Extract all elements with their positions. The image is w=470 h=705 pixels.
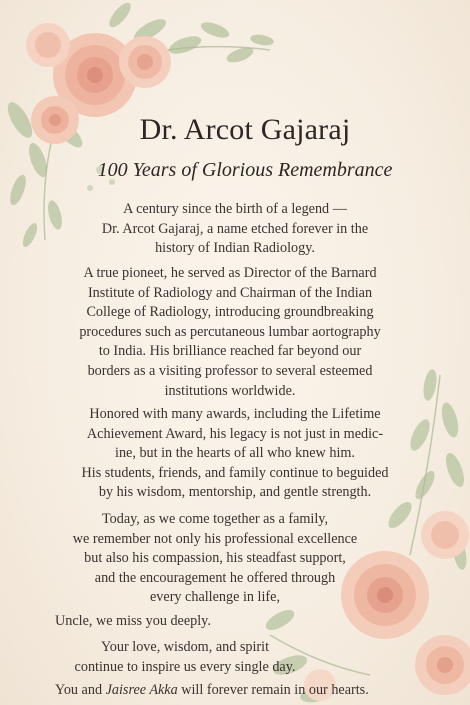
paragraph-family: [45, 510, 385, 608]
text-line: Today, as we come together as a family,: [101, 511, 329, 527]
text-line: Your love, wisdom, and spirit: [100, 639, 270, 655]
closing-name: Jaisree Akka: [105, 682, 178, 698]
text-line: every challenge in life,: [150, 589, 280, 606]
text-line: A true pioneet, he served as Director of the Barnard: [83, 265, 377, 281]
text-line: history of Indian Radiology.: [155, 240, 315, 257]
text-line: to India. His brilliance reached far beyond our: [98, 343, 362, 360]
text-line: but also his compassion, his steadfast support,: [84, 550, 346, 567]
paragraph-legacy: [65, 405, 405, 503]
closing-suffix: will forever remain in our hearts.: [177, 682, 369, 698]
text-line: Dr. Arcot Gajaraj, a name etched forever in the: [101, 220, 369, 237]
closing-prefix: You and: [55, 682, 106, 698]
paragraph-career: [65, 264, 395, 401]
closing-line: [55, 681, 375, 701]
text-line: borders as a visiting professor to several esteemed: [87, 362, 373, 379]
paragraph-inspire: [60, 638, 310, 677]
text-line: ine, but in the hearts of all who knew him.: [115, 445, 355, 462]
text-line: we remember not only his professional excellence: [72, 530, 358, 547]
page-subtitle: 100 Years of Glorious Remembrance: [97, 159, 393, 181]
paragraph-intro: [70, 200, 400, 259]
text-line: Institute of Radiology and Chairman of the Indian: [87, 284, 373, 301]
text-line: by his wisdom, mentorship, and gentle strength.: [98, 484, 372, 501]
text-line: Achievement Award, his legacy is not just in medic-: [86, 425, 384, 442]
text-line: continue to inspire us every single day.: [74, 658, 296, 675]
line-uncle: Uncle, we miss you deeply.: [55, 613, 211, 629]
text-line: Honored with many awards, including the Lifetime: [89, 406, 381, 422]
text-line: procedures such as percutaneous lumbar aortography: [79, 323, 381, 340]
page-title: Dr. Arcot Gajaraj: [139, 113, 351, 146]
text-line: and the encouragement he offered through: [94, 569, 336, 586]
text-line: His students, friends, and family continue to beguided: [81, 464, 389, 481]
text-line: College of Radiology, introducing groundbreaking: [86, 304, 374, 321]
text-line: A century since the birth of a legend —: [123, 201, 347, 217]
text-line: institutions worldwide.: [164, 382, 296, 399]
